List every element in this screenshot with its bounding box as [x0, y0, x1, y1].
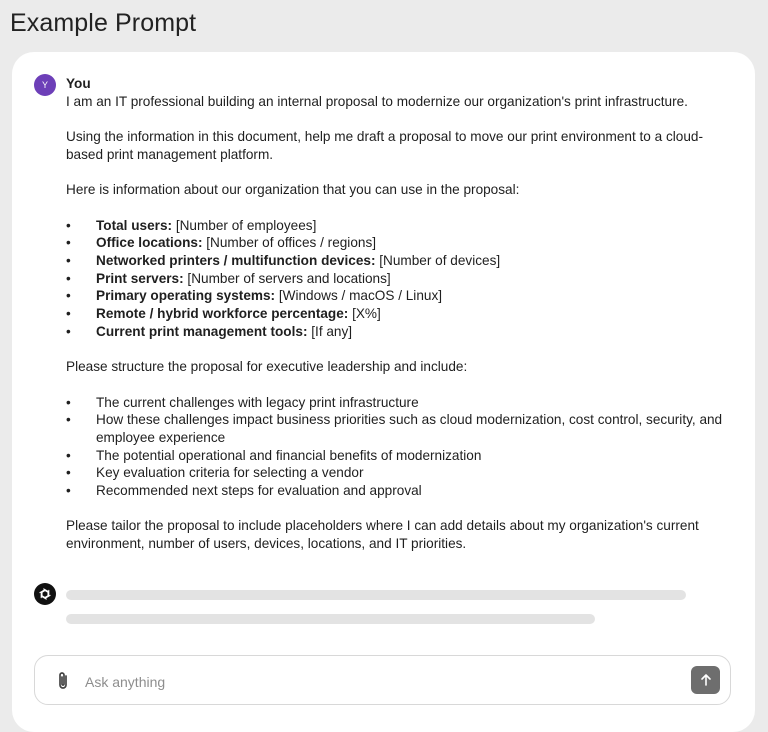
list-item — [66, 234, 736, 252]
openai-logo-icon — [34, 583, 56, 605]
message-author: You — [66, 76, 91, 91]
list-item-label: Print servers: — [96, 270, 184, 286]
list-item-value: [Number of offices / regions] — [202, 235, 377, 251]
list-item — [66, 305, 736, 323]
loading-skeleton-line — [66, 614, 595, 624]
list-item: • The current challenges with legacy print infrastructure — [66, 394, 736, 412]
list-item: • The potential operational and financial benefits of modernization — [66, 447, 736, 465]
loading-skeleton-line — [66, 590, 686, 600]
list-item-label: Remote / hybrid workforce percentage: — [96, 306, 349, 322]
structure-intro: Please structure the proposal for executive leadership and include: — [66, 359, 468, 375]
list-item — [66, 287, 736, 305]
list-item-label: Current print management tools: — [96, 323, 308, 339]
user-avatar: Y — [34, 74, 56, 96]
page-title: Example Prompt — [10, 9, 197, 37]
info-intro: Here is information about our organization that you can use in the proposal: — [66, 182, 520, 198]
list-item-label: Networked printers / multifunction devices: — [96, 252, 376, 268]
list-item-label: Office locations: — [96, 235, 203, 251]
send-button[interactable] — [691, 666, 720, 694]
paperclip-icon[interactable] — [53, 670, 73, 692]
list-item-label: Primary operating systems: — [96, 288, 276, 304]
list-item-value: [Windows / macOS / Linux] — [275, 288, 443, 304]
message-intro: I am an IT professional building an internal proposal to modernize our organization's print infrastructure. — [66, 93, 688, 109]
message-closing: Please tailor the proposal to include placeholders where I can add details about my organization's current environment, number of users, devices, locations, and IT priorities. — [66, 518, 699, 552]
list-item-value: [Number of servers and locations] — [183, 270, 391, 286]
list-item-value: [Number of devices] — [375, 252, 501, 268]
message-request: Using the information in this document, help me draft a proposal to move our print environment to a cloud-based print management platform. — [66, 129, 703, 162]
list-item — [66, 252, 736, 270]
list-item-value: [If any] — [307, 323, 353, 339]
structure-list — [66, 394, 736, 500]
user-message — [66, 75, 736, 553]
message-input[interactable] — [83, 666, 647, 698]
message-composer — [34, 655, 731, 705]
list-item — [66, 217, 736, 235]
list-item — [66, 323, 736, 341]
arrow-up-icon — [699, 673, 713, 687]
list-item: • Key evaluation criteria for selecting a vendor — [66, 464, 736, 482]
list-item-value: [X%] — [348, 306, 381, 322]
list-item — [66, 270, 736, 288]
list-item-label: Total users: — [96, 217, 173, 233]
list-item: • Recommended next steps for evaluation and approval — [66, 482, 736, 500]
list-item-value: [Number of employees] — [172, 217, 317, 233]
org-info-list — [66, 217, 736, 341]
list-item: • How these challenges impact business priorities such as cloud modernization, cost control, security, and employee experience — [66, 411, 736, 446]
